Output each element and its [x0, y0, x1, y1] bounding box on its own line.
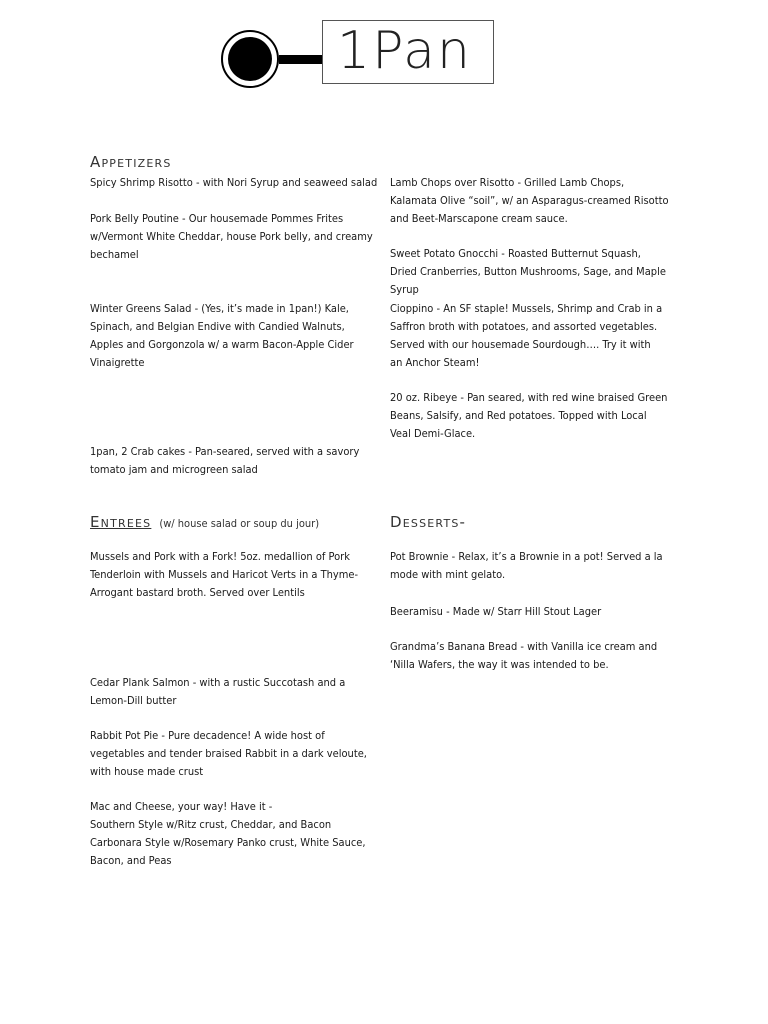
menu-item: Mussels and Pork with a Fork! 5oz. medallion of Pork Tenderloin with Mussels and Haricot Verts in a Thyme-Arrogant bastard broth. Served over Lentils [90, 550, 359, 599]
menu-item: Winter Greens Salad - (Yes, it’s made in 1pan!) Kale, Spinach, and Belgian Endive with Candied Walnuts, Apples and Gorgonzola w/ a warm Bacon-Apple Cider Vinaigrette [90, 302, 354, 369]
pan-handle [279, 55, 323, 64]
pan-icon [221, 30, 279, 88]
logo-box [322, 20, 494, 84]
menu-item: Rabbit Pot Pie - Pure decadence! A wide host of vegetables and tender braised Rabbit in a dark veloute, with house made crust [90, 729, 367, 778]
menu-item: Spicy Shrimp Risotto - with Nori Syrup and seaweed salad [90, 176, 378, 189]
menu-item: Lamb Chops over Risotto - Grilled Lamb Chops, Kalamata Olive “soil”, w/ an Asparagus-creamed Risotto and Beet-Marscapone cream sauce. [390, 176, 669, 225]
menu-item: Cedar Plank Salmon - with a rustic Succotash and a Lemon-Dill butter [90, 676, 346, 707]
desserts-title: Desserts- [390, 513, 467, 531]
restaurant-logo [219, 20, 495, 92]
menu-item: Beeramisu - Made w/ Starr Hill Stout Lager [390, 605, 602, 618]
desserts-heading [390, 513, 466, 531]
menu-item: Sweet Potato Gnocchi - Roasted Butternut Squash, Dried Cranberries, Button Mushrooms, Sage, and Maple Syrup [390, 247, 666, 296]
menu-item: Pot Brownie - Relax, it’s a Brownie in a pot! Served a la mode with mint gelato. [390, 550, 663, 581]
menu-item: 20 oz. Ribeye - Pan seared, with red wine braised Green Beans, Salsify, and Red potatoes. Topped with Local Veal Demi-Glace. [390, 391, 668, 440]
entrees-note: (w/ house salad or soup du jour) [159, 517, 320, 530]
menu-item: Cioppino - An SF staple! Mussels, Shrimp and Crab in a Saffron broth with potatoes, and assorted vegetables. Served with our housemade Sourdough…. Try it with an Anchor Steam! [390, 302, 663, 369]
entrees-title: Entrees [90, 513, 152, 531]
menu-item: Grandma’s Banana Bread - with Vanilla ice cream and ‘Nilla Wafers, the way it was intended to be. [390, 640, 658, 671]
menu-item: Pork Belly Poutine - Our housemade Pommes Frites w/Vermont White Cheddar, house Pork belly, and creamy bechamel [90, 212, 373, 261]
menu-item: Mac and Cheese, your way! Have it - Southern Style w/Ritz crust, Cheddar, and Bacon Carbonara Style w/Rosemary Panko crust, White Sauce, Bacon, and Peas [90, 800, 366, 867]
menu-item: 1pan, 2 Crab cakes - Pan-seared, served with a savory tomato jam and microgreen salad [90, 445, 360, 476]
appetizers-heading [90, 153, 172, 171]
entrees-heading [90, 513, 319, 531]
appetizers-title: Appetizers [90, 153, 172, 171]
brand-name: 1Pan [337, 21, 472, 81]
